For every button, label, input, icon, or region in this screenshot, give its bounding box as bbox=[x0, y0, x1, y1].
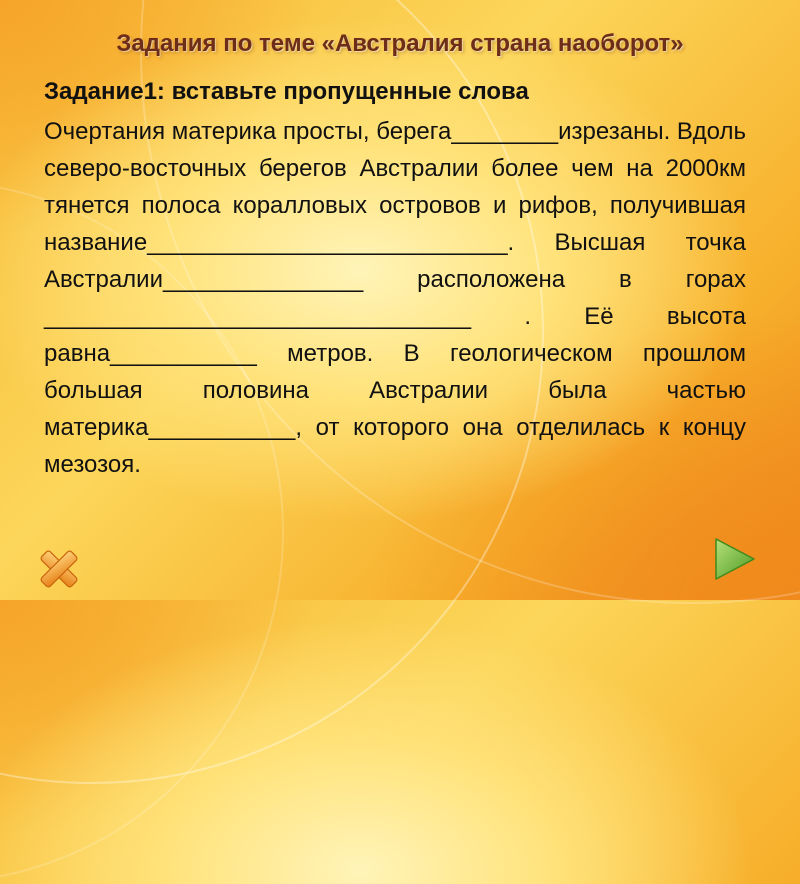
next-button[interactable] bbox=[710, 535, 758, 583]
close-x-icon bbox=[36, 546, 82, 592]
slide-title: Задания по теме «Австралия страна наоборот» bbox=[116, 30, 684, 57]
task-text: Очертания материка просты, берега________изрезаны. Вдоль северо-восточных берегов Австралии более чем на 2000км тянется полоса коралловых островов и рифов, получившая название___________________________. Высшая точка Австралии_______________ расположена в горах ________________________________ . Её высота равна___________ метров. В геологическом прошлом большая половина Австралии была частью материка___________, от которого она отделилась к концу мезозоя. bbox=[44, 118, 746, 478]
close-button[interactable] bbox=[36, 546, 82, 592]
play-arrow-icon bbox=[710, 535, 758, 583]
task-heading: Задание1: вставьте пропущенные слова bbox=[44, 78, 529, 105]
